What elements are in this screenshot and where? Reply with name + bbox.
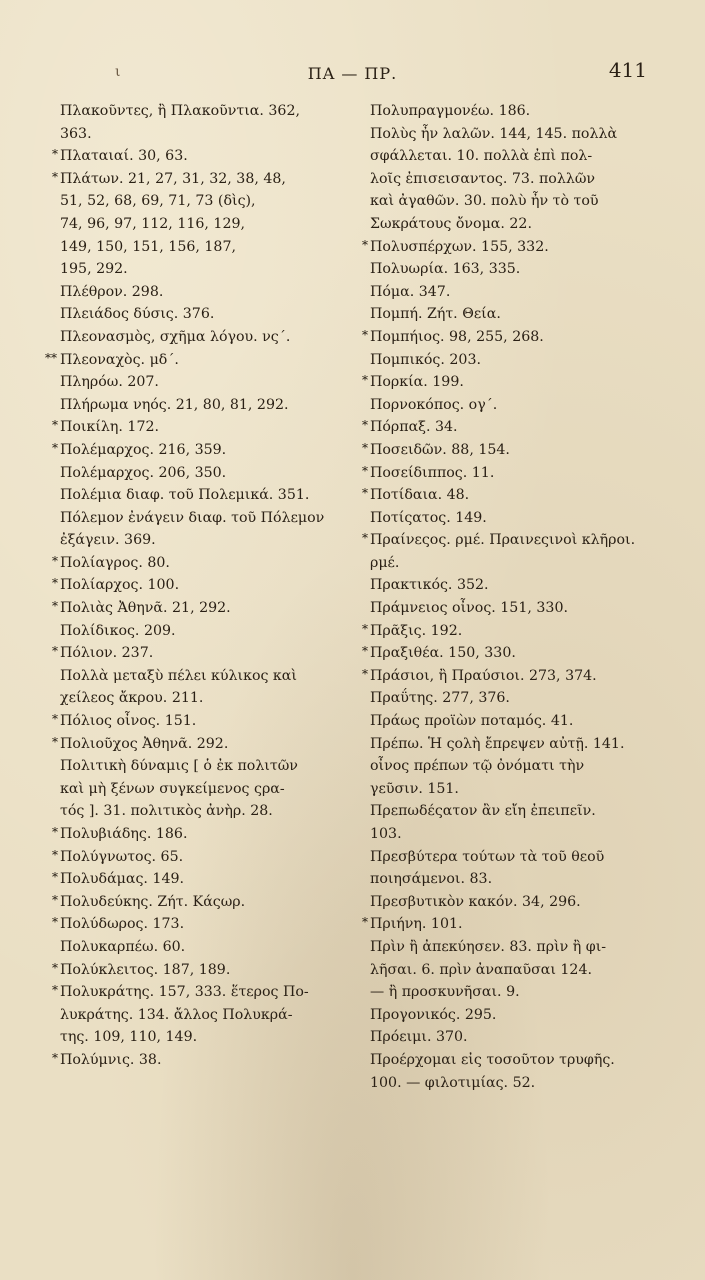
index-entry: [370, 574, 665, 597]
running-head: ΠΑ — ΠΡ.: [307, 64, 398, 83]
index-entry-continuation-line: ποιησάμενοι. 83.: [370, 871, 493, 888]
index-entry: [60, 755, 350, 823]
index-entry-headword-line: Πορκία. 199.: [370, 374, 464, 391]
index-entry-continuation-line: 74, 96, 97, 112, 116, 129,: [60, 215, 246, 232]
index-entry-headword-line: Πλακοῦντες, ἢ Πλακοῦντια. 362,: [60, 103, 300, 119]
asterisk-mark: *: [52, 599, 58, 614]
index-entry-headword-line: Πλαταιαί. 30, 63.: [60, 148, 188, 165]
index-entry: [370, 1026, 665, 1049]
index-entry: [60, 620, 350, 643]
index-entry: [370, 800, 665, 845]
index-entry: [52, 597, 350, 620]
left-mark: ι: [115, 64, 121, 80]
index-entry-headword-line: Πλεονασμὸς, σχῆμα λόγου. νς΄.: [60, 328, 291, 345]
index-entry: [370, 936, 665, 1004]
index-entry: [52, 959, 350, 982]
index-entry-headword-line: Πόλιος οἶνος. 151.: [60, 713, 197, 730]
index-entry-headword-line: Πρεσβυτικὸν κακόν. 34, 296.: [370, 893, 581, 910]
index-entry: [60, 371, 350, 394]
asterisk-mark: *: [362, 486, 368, 501]
index-entry: [52, 823, 350, 846]
index-entry-headword-line: Πρὶν ἢ ἀπεκύησεν. 83. πρὶν ἢ φι-: [370, 938, 607, 955]
index-entry-headword-line: Πραΰτης. 277, 376.: [370, 690, 510, 707]
index-entry-headword-line: Πολιτικὴ δύναμις [ ὁ ἐκ πολιτῶν: [60, 758, 298, 775]
index-entry-continuation-line: ρμέ.: [370, 554, 400, 571]
index-entry-headword-line: Πολύγνωτος. 65.: [60, 848, 184, 865]
index-entry: [370, 891, 665, 914]
index-entry: [60, 303, 350, 326]
index-entry-headword-line: Πορνοκόπος. ογ΄.: [370, 396, 498, 413]
index-entry-headword-line: Πρεπωδέςατον ἂν εἴη ἐπειπεῖν.: [370, 803, 596, 820]
index-entry: [362, 462, 665, 485]
index-entry-headword-line: Πόμα. 347.: [370, 283, 451, 300]
index-entry: [52, 868, 350, 891]
index-entry-headword-line: Πολίαρχος. 100.: [60, 577, 180, 594]
index-entry: [52, 733, 350, 756]
index-entry-continuation-line: της. 109, 110, 149.: [60, 1029, 198, 1046]
index-entry: [370, 846, 665, 891]
index-entry: [362, 371, 665, 394]
asterisk-mark: *: [362, 915, 368, 930]
index-entry-continuation-line: σφάλλεται. 10. πολλὰ ἐπὶ πολ-: [370, 148, 593, 165]
asterisk-mark: *: [52, 1050, 58, 1065]
index-entry-continuation-line: οἶνος πρέπων τῷ ὀνόματι τὴν: [370, 758, 585, 775]
index-entry: [370, 733, 665, 801]
index-entry-headword-line: Πραξιθέα. 150, 330.: [370, 645, 516, 662]
index-entry-continuation-line: χείλεος ἄκρου. 211.: [60, 690, 204, 707]
asterisk-mark: *: [362, 666, 368, 681]
index-entry-headword-line: Πρακτικός. 352.: [370, 577, 489, 594]
index-entry-continuation-line: 149, 150, 151, 156, 187,: [60, 238, 236, 255]
index-entry-headword-line: Πόρπαξ. 34.: [370, 419, 458, 436]
index-entry-headword-line: Πρᾶξις. 192.: [370, 622, 463, 639]
index-entry-continuation-line: 195, 292.: [60, 261, 128, 278]
index-entry: [60, 484, 350, 507]
asterisk-mark: *: [52, 553, 58, 568]
index-entry-headword-line: Πολύδωρος. 173.: [60, 916, 185, 933]
index-entry: [362, 665, 665, 688]
index-entry-headword-line: Πολύμνις. 38.: [60, 1051, 162, 1068]
asterisk-mark: *: [52, 418, 58, 433]
index-entry: [52, 710, 350, 733]
index-entry: [52, 439, 350, 462]
asterisk-mark: *: [52, 712, 58, 727]
index-entry-headword-line: Πληρόω. 207.: [60, 374, 159, 391]
index-entry-headword-line: Πράως προϊὼν ποταμός. 41.: [370, 713, 574, 730]
asterisk-mark: *: [362, 327, 368, 342]
asterisk-mark: *: [362, 463, 368, 478]
index-entry: [60, 936, 350, 959]
index-column-right: [362, 100, 665, 1094]
index-entry-headword-line: Πλειάδος δύσις. 376.: [60, 306, 215, 323]
index-entry-headword-line: Πριήνη. 101.: [370, 916, 463, 933]
asterisk-mark: *: [52, 147, 58, 162]
index-entry-continuation-line: λοῖς ἐπισεισαντος. 73. πολλῶν: [370, 170, 596, 187]
index-entry-continuation-line: — ἢ προσκυνῆσαι. 9.: [370, 984, 520, 1001]
index-entry-headword-line: Ποσείδιππος. 11.: [370, 464, 495, 481]
index-entry-continuation-line: λυκράτης. 134. ἄλλος Πολυκρά-: [60, 1006, 293, 1023]
index-entry: [60, 462, 350, 485]
index-entry: [362, 416, 665, 439]
index-entry-headword-line: Πράσιοι, ἢ Πραύσιοι. 273, 374.: [370, 667, 597, 684]
index-entry-headword-line: Πομπήιος. 98, 255, 268.: [370, 328, 544, 345]
index-entry-headword-line: Προγονικός. 295.: [370, 1006, 497, 1023]
index-entry: [370, 394, 665, 417]
index-entry-headword-line: Προέρχομαι εἰς τοσοῦτον τρυφῆς.: [370, 1051, 615, 1068]
index-entry: [362, 642, 665, 665]
asterisk-mark: *: [362, 418, 368, 433]
index-entry-headword-line: Πολίαγρος. 80.: [60, 554, 170, 571]
index-entry: [370, 349, 665, 372]
index-entry-headword-line: Πολυκαρπέω. 60.: [60, 938, 186, 955]
index-entry: [52, 552, 350, 575]
index-entry-headword-line: Ποτίδαια. 48.: [370, 487, 470, 504]
index-entry-headword-line: Πολέμαρχος. 206, 350.: [60, 464, 227, 481]
index-entry-headword-line: Πολύκλειτος. 187, 189.: [60, 961, 231, 978]
index-entry-continuation-line: 51, 52, 68, 69, 71, 73 (δὶς),: [60, 193, 256, 210]
asterisk-mark: *: [52, 915, 58, 930]
asterisk-mark: *: [52, 734, 58, 749]
index-entry: [52, 891, 350, 914]
index-entry-headword-line: Πολυπραγμονέω. 186.: [370, 103, 531, 119]
index-entry-continuation-line: γεῦσιν. 151.: [370, 780, 459, 797]
index-entry: [370, 281, 665, 304]
asterisk-mark: *: [362, 373, 368, 388]
index-entry: [52, 642, 350, 665]
index-entry-headword-line: Πολιοῦχος Ἀθηνᾶ. 292.: [60, 735, 229, 752]
asterisk-mark: **: [45, 350, 57, 365]
index-entry: [52, 416, 350, 439]
index-entry-headword-line: Πολέμαρχος. 216, 359.: [60, 441, 227, 458]
index-entry-continuation-line: Σωκράτους ὄνομα. 22.: [370, 215, 532, 232]
index-entry: [52, 574, 350, 597]
index-entry: [52, 913, 350, 936]
index-column-left: [45, 100, 350, 1072]
index-entry: [362, 236, 665, 259]
index-entry-continuation-line: 363.: [60, 125, 92, 142]
asterisk-mark: *: [362, 531, 368, 546]
index-entry-headword-line: Πλάτων. 21, 27, 31, 32, 38, 48,: [60, 170, 286, 187]
index-entry-continuation-line: τός ]. 31. πολιτικὸς ἀνὴρ. 28.: [60, 803, 273, 820]
index-entry: [370, 303, 665, 326]
asterisk-mark: *: [52, 169, 58, 184]
index-entry: [370, 597, 665, 620]
index-entry-headword-line: Πολυδάμας. 149.: [60, 871, 185, 888]
index-entry: [60, 100, 350, 145]
asterisk-mark: *: [52, 983, 58, 998]
index-entry-headword-line: Πολυδεύκης. Ζήτ. Κάςωρ.: [60, 893, 246, 910]
index-entry-headword-line: Πλέθρον. 298.: [60, 283, 164, 300]
index-entry: [362, 439, 665, 462]
index-entry-headword-line: Πολυβιάδης. 186.: [60, 826, 188, 842]
index-entry-headword-line: Πομπικός. 203.: [370, 351, 481, 368]
index-entry-headword-line: Πολέμια διαφ. τοῦ Πολεμικά. 351.: [60, 487, 310, 504]
index-entry: [370, 123, 665, 236]
index-entry-continuation-line: καὶ ἀγαθῶν. 30. πολὺ ἦν τὸ τοῦ: [370, 193, 599, 210]
index-entry-headword-line: Πολυωρία. 163, 335.: [370, 261, 521, 278]
asterisk-mark: *: [362, 621, 368, 636]
index-entry: [45, 349, 350, 372]
index-entry: [362, 620, 665, 643]
asterisk-mark: *: [52, 644, 58, 659]
index-entry: [60, 394, 350, 417]
asterisk-mark: *: [52, 960, 58, 975]
index-entry-headword-line: Πόλεμον ἐνάγειν διαφ. τοῦ Πόλεμον: [60, 509, 325, 526]
index-entry: [60, 507, 350, 552]
index-entry-continuation-line: 100. — φιλοτιμίας. 52.: [370, 1074, 536, 1091]
asterisk-mark: *: [52, 847, 58, 862]
index-entry: [370, 710, 665, 733]
index-entry-headword-line: Πολλὰ μεταξὺ πέλει κύλικος καὶ: [60, 667, 297, 684]
index-entry-continuation-line: λῆσαι. 6. πρὶν ἀναπαῦσαι 124.: [370, 961, 592, 978]
index-entry: [60, 326, 350, 349]
asterisk-mark: *: [362, 644, 368, 659]
index-entry: [362, 529, 665, 574]
asterisk-mark: *: [52, 870, 58, 885]
index-entry-headword-line: Πολὺς ἦν λαλῶν. 144, 145. πολλὰ: [370, 125, 618, 142]
asterisk-mark: *: [52, 892, 58, 907]
index-entry: [362, 913, 665, 936]
index-entry: [370, 507, 665, 530]
index-entry: [60, 665, 350, 710]
page-number: 411: [608, 58, 647, 82]
asterisk-mark: *: [52, 440, 58, 455]
index-entry-headword-line: Πόλιον. 237.: [60, 645, 154, 662]
index-entry: [52, 1049, 350, 1072]
index-entry: [52, 846, 350, 869]
index-entry: [370, 687, 665, 710]
index-entry: [362, 484, 665, 507]
page-header: [0, 58, 705, 90]
index-entry: [52, 145, 350, 168]
index-entry: [60, 281, 350, 304]
index-entry: [52, 981, 350, 1049]
index-entry: [370, 1004, 665, 1027]
asterisk-mark: *: [52, 825, 58, 839]
index-entry-headword-line: Πολυκράτης. 157, 333. ἕτερος Πο-: [60, 984, 309, 1001]
index-entry-headword-line: Πολυσπέρχων. 155, 332.: [370, 238, 549, 255]
index-entry: [370, 1049, 665, 1094]
asterisk-mark: *: [362, 237, 368, 252]
index-entry: [370, 100, 665, 123]
index-entry-headword-line: Ποικίλη. 172.: [60, 419, 160, 436]
index-entry-headword-line: Ποσειδῶν. 88, 154.: [370, 441, 510, 458]
index-entry-headword-line: Πρέπω. Ἡ ςολὴ ἔπρεψεν αὐτῇ. 141.: [370, 735, 625, 752]
index-entry-continuation-line: ἐξάγειν. 369.: [60, 532, 156, 549]
index-entry-headword-line: Πραίνεςος. ρμέ. Πραινεςινοὶ κλῆροι.: [370, 532, 636, 549]
index-entry-continuation-line: 103.: [370, 826, 402, 842]
index-entry-continuation-line: καὶ μὴ ξένων συγκείμενος ςρα-: [60, 780, 285, 797]
index-entry: [52, 168, 350, 281]
index-entry-headword-line: Πράμνειος οἶνος. 151, 330.: [370, 600, 568, 617]
index-entry-headword-line: Πρεσβύτερα τούτων τὰ τοῦ θεοῦ: [370, 848, 605, 865]
index-entry-headword-line: Πομπή. Ζήτ. Θεία.: [370, 306, 501, 323]
index-entry-headword-line: Πολίδικος. 209.: [60, 622, 176, 639]
index-entry: [362, 326, 665, 349]
index-entry: [370, 258, 665, 281]
index-entry-headword-line: Πρόειμι. 370.: [370, 1029, 468, 1046]
asterisk-mark: *: [52, 576, 58, 591]
index-entry-headword-line: Πολιὰς Ἀθηνᾶ. 21, 292.: [60, 600, 231, 617]
asterisk-mark: *: [362, 440, 368, 455]
index-entry-headword-line: Πλήρωμα νηός. 21, 80, 81, 292.: [60, 396, 289, 413]
index-entry-headword-line: Πλεοναχὸς. μδ΄.: [60, 351, 179, 368]
index-entry-headword-line: Ποτίςατος. 149.: [370, 509, 487, 526]
